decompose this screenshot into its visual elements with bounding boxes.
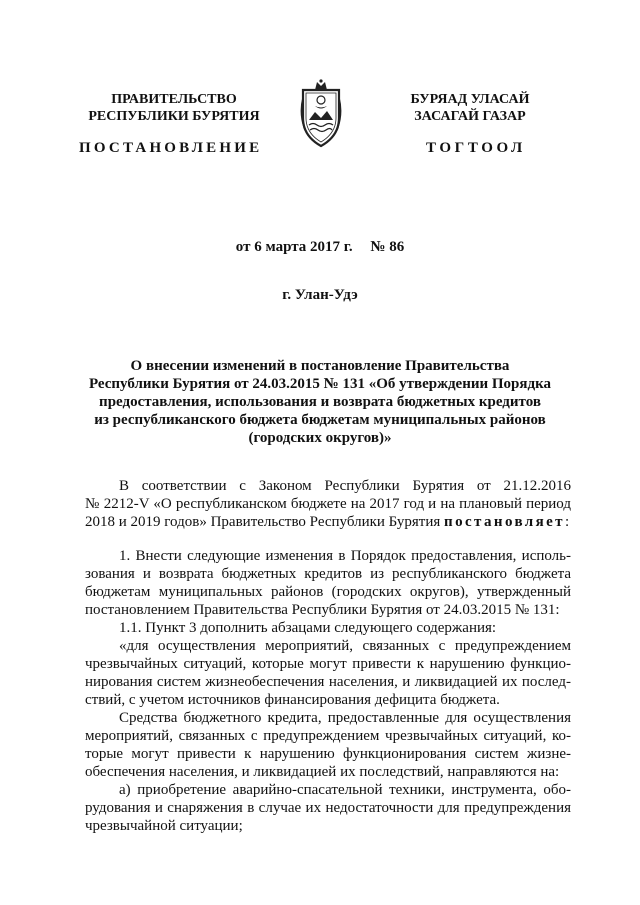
resolving-verb: постановляет [444, 514, 565, 530]
text-line: Средства бюджетного кредита, предоставленные для осуществления [119, 710, 571, 726]
title-line: из республиканского бюджета бюджетам муниципальных районов [94, 412, 546, 428]
document-date: от 6 марта 2017 г. [235, 239, 353, 255]
text-line: обеспечения населения, и ликвидацией их последствий, направляются на: [85, 764, 560, 780]
text-line: постановлением Правительства Республики Бурятия от 24.03.2015 № 131: [85, 602, 560, 618]
header-left-line1: ПРАВИТЕЛЬСТВО [111, 92, 237, 107]
text-line: нирования систем жизнеобеспечения населения, и ликвидацией их послед- [85, 674, 571, 690]
text-line: чрезвычайных ситуаций, которые могут привести к нарушению функцио- [85, 656, 571, 672]
text-line: «для осуществления мероприятий, связанных с предупреждением [119, 638, 571, 654]
document-date-number [60, 239, 580, 256]
document-title [60, 357, 580, 447]
preamble-paragraph [85, 477, 571, 531]
header-right-authority [370, 91, 570, 125]
header-left-line2: РЕСПУБЛИКИ БУРЯТИЯ [88, 109, 260, 124]
coat-of-arms-icon [299, 78, 343, 150]
header-left-authority [56, 91, 292, 125]
text-line: ствий, с учетом источников финансирования дефицита бюджета. [85, 692, 500, 708]
text-line: № 2212-V «О республиканском бюджете на 2017 год и на плановый период [85, 496, 571, 512]
text-line: 1.1. Пункт 3 дополнить абзацами следующего содержания: [119, 620, 497, 636]
text-line: мероприятий, связанных с предупреждением чрезвычайных ситуаций, ко- [85, 728, 571, 744]
text-line-with-verb [85, 513, 571, 531]
text-line: 1. Внести следующие изменения в Порядок предоставления, исполь- [119, 548, 571, 564]
document-type-ru: ПОСТАНОВЛЕНИЕ [79, 140, 263, 156]
text-line: зования и возврата бюджетных кредитов из республиканского бюджета [85, 566, 571, 582]
text-line: чрезвычайной ситуации; [85, 818, 243, 834]
text-line: рудования и снаряжения в случае их недостаточности для предупреждения [85, 800, 571, 816]
clause-1-paragraph [85, 547, 571, 619]
funds-paragraph [85, 709, 571, 781]
text-line: В соответствии с Законом Республики Бурятия от 21.12.2016 [119, 478, 571, 494]
quoted-paragraph [85, 637, 571, 709]
title-line: (городских округов)» [248, 430, 392, 446]
colon: : [564, 514, 570, 530]
document-city: г. Улан-Удэ [282, 287, 358, 303]
header-right-line2: ЗАСАГАЙ ГАЗАР [414, 109, 526, 124]
title-line: Республики Бурятия от 24.03.2015 № 131 «Об утверждении Порядка [88, 376, 552, 392]
item-a-paragraph [85, 781, 571, 835]
text-line: а) приобретение аварийно-спасательной техники, инструмента, обо- [119, 782, 571, 798]
text-line: торые могут привести к нарушению функционирования систем жизне- [85, 746, 571, 762]
title-line: О внесении изменений в постановление Правительства [130, 358, 510, 374]
document-number: № 86 [370, 239, 405, 255]
text-line: бюджетам муниципальных районов (городских округов), утвержденный [85, 584, 571, 600]
title-line: предоставления, использования и возврата бюджетных кредитов [99, 394, 541, 410]
clause-1-1-paragraph [85, 619, 571, 637]
header-right-line1: БУРЯАД УЛАСАЙ [410, 92, 530, 107]
document-type-bua: ТОГТООЛ [426, 140, 526, 156]
text-line: 2018 и 2019 годов» Правительство Республики Бурятия [85, 514, 441, 530]
